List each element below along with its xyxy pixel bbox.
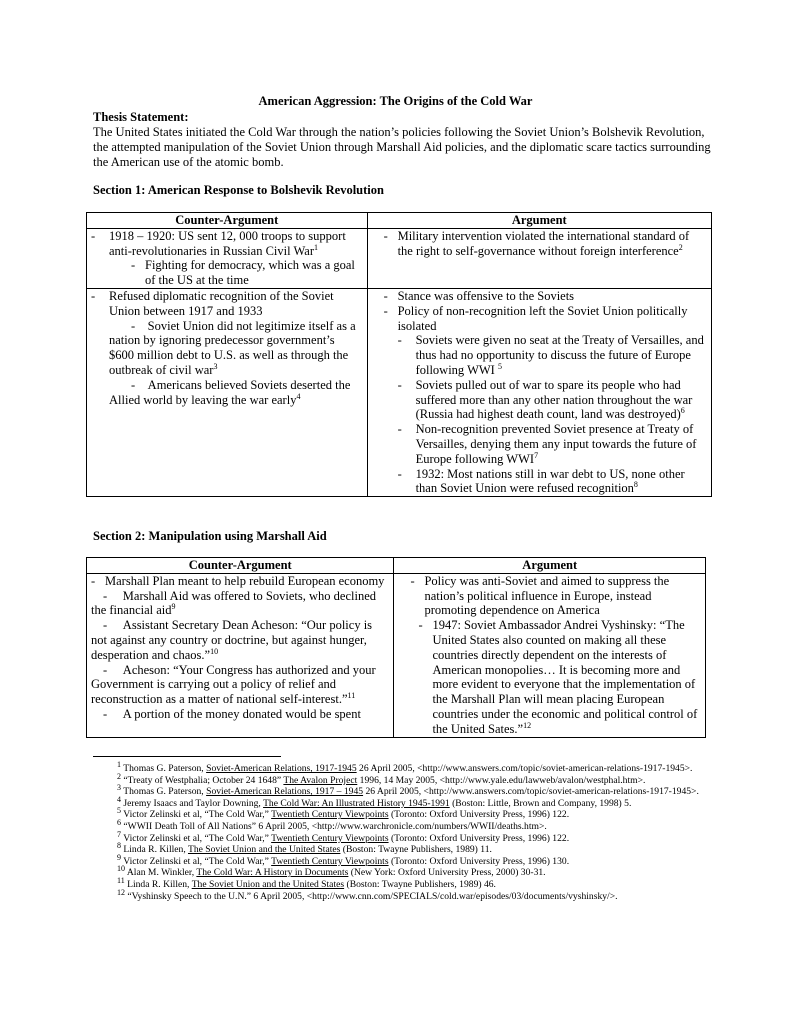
footnote-text: “WWII Death Toll of All Nations” 6 April 2005, <http://www.warchronicle.com/numbers/WWII/deaths.htm>. [123,820,547,832]
footnote-text: 26 April 2005, <http://www.answers.com/topic/soviet-american-relations-1917-1945>. [363,786,699,798]
footnote-text: (Boston: Twayne Publishers, 1989) 11. [340,844,492,856]
footnote-number: 11 [117,875,125,885]
footnote-text: Thomas G. Paterson, [123,786,207,798]
footnote [93,852,713,868]
cell-text: Marshall Plan meant to help rebuild European economy [105,573,385,588]
cell-text: 1932: Most nations still in war debt to US, none other than Soviet Union were refused recognition [415,466,685,496]
cell-text: 1918 – 1920: US sent 12, 000 troops to support anti-revolutionaries in Russian Civil War [109,228,346,258]
cell-text: Military intervention violated the international standard of the right to self-governance without foreign interference [397,228,690,258]
section1-table [86,212,712,497]
cell-text: Policy of non-recognition left the Soviet Union politically isolated [397,303,688,333]
argument-header: Argument [394,558,706,574]
footnote [93,887,713,903]
cell-text: Americans believed Soviets deserted the Allied world by leaving the war early [109,377,351,407]
footnote-text: Thomas G. Paterson, [123,763,207,774]
cell-text: Refused diplomatic recognition of the Soviet Union between 1917 and 1933 [109,288,334,318]
footnote-source-title: The Soviet Union and the United States [187,844,341,856]
footnote-text: “Treaty of Westphalia; October 24 1648” [123,774,284,786]
footnote-text: (Boston: Twayne Publishers, 1989) 46. [344,878,496,890]
table-cell: - Policy was anti-Soviet and aimed to suppress the nation’s political influence in Europe, instead promoting dependence on America - 1947: Soviet Ambassador Andrei Vyshinsky: “The United States also counted on making all these countries directly dependent on the interests of American monopolies… It is becoming more and more evident to everyone that the implementation of the Marshall Plan will mean placing European countries under the economic and political control of the United Sates.”$^{12}$ [394,573,706,737]
footnote-number: 6 [117,817,121,827]
section2-heading: Section 2: Manipulation using Marshall Aid [93,529,327,543]
footnote-text: (Toronto: Oxford University Press, 1996) 130. [388,855,570,867]
footnote [93,771,713,787]
cell-text: Stance was offensive to the Soviets [397,288,575,303]
table-row [87,573,706,737]
footnote [93,864,713,879]
cell-text: Marshall Aid was offered to Soviets, who declined the financial aid [91,588,376,618]
argument-header: Argument [367,213,711,229]
footnote-source-title: The Cold War: A History in Documents [196,867,349,879]
footnote-number: 2 [117,771,121,781]
footnote-text: “Vyshinsky Speech to the U.N.” 6 April 2005, <http://www.cnn.com/SPECIALS/cold.war/episodes/03/documents/vyshinsky/>. [127,890,618,902]
footnote [93,817,713,833]
footnote-number: 12 [117,887,125,897]
cell-text: A portion of the money donated would be spent [122,706,361,721]
footnote-number: 7 [117,829,121,839]
footnote-number: 4 [117,794,121,804]
table-row [87,288,712,496]
cell-text: Acheson: “Your Congress has authorized and your Government is carrying out a policy of relief and reconstruction as a matter of national self-interest.” [91,662,376,707]
footnote [93,829,713,845]
footnote-source-title: Soviet-American Relations, 1917 – 1945 [206,786,364,798]
footnote-number: 1 [117,759,121,769]
footnote-text: (New York: Oxford University Press, 2000) 30-31. [348,867,546,879]
footnote [93,875,713,891]
table-cell: - Refused diplomatic recognition of the Soviet Union between 1917 and 1933 - Soviet Union did not legitimize itself as a nation by ignoring predecessor government’s $600 million debt to U.S. as well as through the outbreak of civil war$^3$ - Americans believed Soviets deserted the Allied world by leaving the war early$^4$ [87,288,368,496]
section1-heading: Section 1: American Response to Bolshevik Revolution [93,183,384,197]
table-row [87,228,712,288]
footnote-number: 5 [117,806,121,816]
footnote-source-title: The Cold War: An Illustrated History 1945-1991 [263,797,450,809]
footnote-text: Victor Zelinski et al, “The Cold War,” [123,855,272,867]
footnote [93,794,713,810]
footnote-text: (Toronto: Oxford University Press, 1996) 122. [388,809,570,821]
footnote-text: (Boston: Little, Brown and Company, 1998) 5. [449,797,632,809]
cell-text: Soviets pulled out of war to spare its people who had suffered more than any other nation throughout the war (Russia had highest death count, land was destroyed) [415,377,693,422]
counter-argument-header: Counter-Argument [87,213,368,229]
footnote-source-title: The Avalon Project [283,774,358,786]
table-header-row [87,213,712,229]
document-title: American Aggression: The Origins of the Cold War [258,94,533,108]
footnote [93,840,713,856]
cell-text: Fighting for democracy, which was a goal of the US at the time [145,258,355,288]
footnote-source-title: The Soviet Union and the United States [191,878,345,890]
footnote-source-title: Twentieth Century Viewpoints [271,809,389,821]
footnote-number: 3 [117,783,121,792]
footnote-rule [93,756,281,757]
cell-text: Soviets were given no seat at the Treaty of Versailles, and thus had no opportunity to discuss the future of Europe following WWI [415,333,704,377]
counter-argument-header: Counter-Argument [87,558,394,574]
cell-text: Non-recognition prevented Soviet presence at Treaty of Versailles, denying them any input towards the future of Europe following WWI [415,422,697,466]
cell-text: Policy was anti-Soviet and aimed to suppress the nation’s political influence in Europe, instead promoting dependence on America [424,573,670,618]
footnote-text: Linda R. Killen, [123,844,188,856]
footnote-source-title: Soviet-American Relations, 1917-1945 [206,763,357,774]
footnote-number: 9 [117,852,121,862]
footnote-text: 1996, 14 May 2005, <http://www.yale.edu/lawweb/avalon/westphal.htm>. [357,774,646,786]
footnote-source-title: Twentieth Century Viewpoints [271,855,389,867]
section2-table [86,557,706,738]
footnote-text: 26 April 2005, <http://www.answers.com/topic/soviet-american-relations-1917-1945>. [356,763,693,774]
thesis-statement: The United States initiated the Cold War through the nation’s policies following the Soviet Union’s Bolshevik Revolution, the attempted manipulation of the Soviet Union through Marshall Aid policies, and the diplomatic scare tactics surrounding the American use of the atomic bomb. [93,125,711,169]
footnotes [93,759,713,902]
table-cell: - Marshall Plan meant to help rebuild European economy - Marshall Aid was offered to Soviets, who declined the financial aid$^9$ - Assistant Secretary Dean Acheson: “Our policy is not against any country or doctrine, but against hunger, desperation and chaos.”$^{10}$ - Acheson: “Your Congress has authorized and your Government is carrying out a policy of relief and reconstruction as a matter of national self-interest.”$^{11}$ - A portion of the money donated would be spent [87,573,394,737]
footnote-text: Alan M. Winkler, [126,867,197,879]
footnote [93,759,713,775]
table-cell: - 1918 – 1920: US sent 12, 000 troops to support anti-revolutionaries in Russian Civil War$^1$ - Fighting for democracy, which was a goal of the US at the time [87,228,368,288]
footnote-text: (Toronto: Oxford University Press, 1996) 122. [388,832,570,844]
footnote-text: Linda R. Killen, [127,878,192,890]
table-cell: - Military intervention violated the international standard of the right to self-governance without foreign interference$^2$ [367,228,711,288]
table-header-row [87,558,706,574]
cell-text: 1947: Soviet Ambassador Andrei Vyshinsky: “The United States also counted on making all these countries directly dependent on the interests of American monopolies… It is becoming more and more evident to everyone that the implementation of the Marshall Plan will mean placing European countries under the economic and political control of the United Sates.” [432,618,698,736]
footnote [93,806,713,821]
footnote-text: Jeremy Isaacs and Taylor Downing, [123,797,264,809]
cell-text: Soviet Union did not legitimize itself as a nation by ignoring predecessor government’s $600 million debt to U.S. as well as through the outbreak of civil war [109,318,356,377]
footnote-source-title: Twentieth Century Viewpoints [271,832,389,844]
footnote-number: 8 [117,840,121,850]
table-cell: - Stance was offensive to the Soviets - Policy of non-recognition left the Soviet Union politically isolated - Soviets were given no seat at the Treaty of Versailles, and thus had no opportunity to discuss the future of Europe following WWI $^5$ - Soviets pulled out of war to spare its people who had suffered more than any other nation throughout the war (Russia had highest death count, land was destroyed)$^6$ - Non-recognition prevented Soviet presence at Treaty of Versailles, denying them any input towards the future of Europe following WWI$^7$ - 1932: Most nations still in war debt to US, none other than Soviet Union were refused recognition$^8$ [367,288,711,496]
footnote [93,783,713,798]
footnote-text: Victor Zelinski et al, “The Cold War,” [123,832,272,844]
thesis-heading: Thesis Statement: [93,110,189,124]
cell-text: Assistant Secretary Dean Acheson: “Our policy is not against any country or doctrine, but against hunger, desperation and chaos.” [91,618,373,662]
footnote-text: Victor Zelinski et al, “The Cold War,” [123,809,272,821]
footnote-number: 10 [117,864,125,874]
